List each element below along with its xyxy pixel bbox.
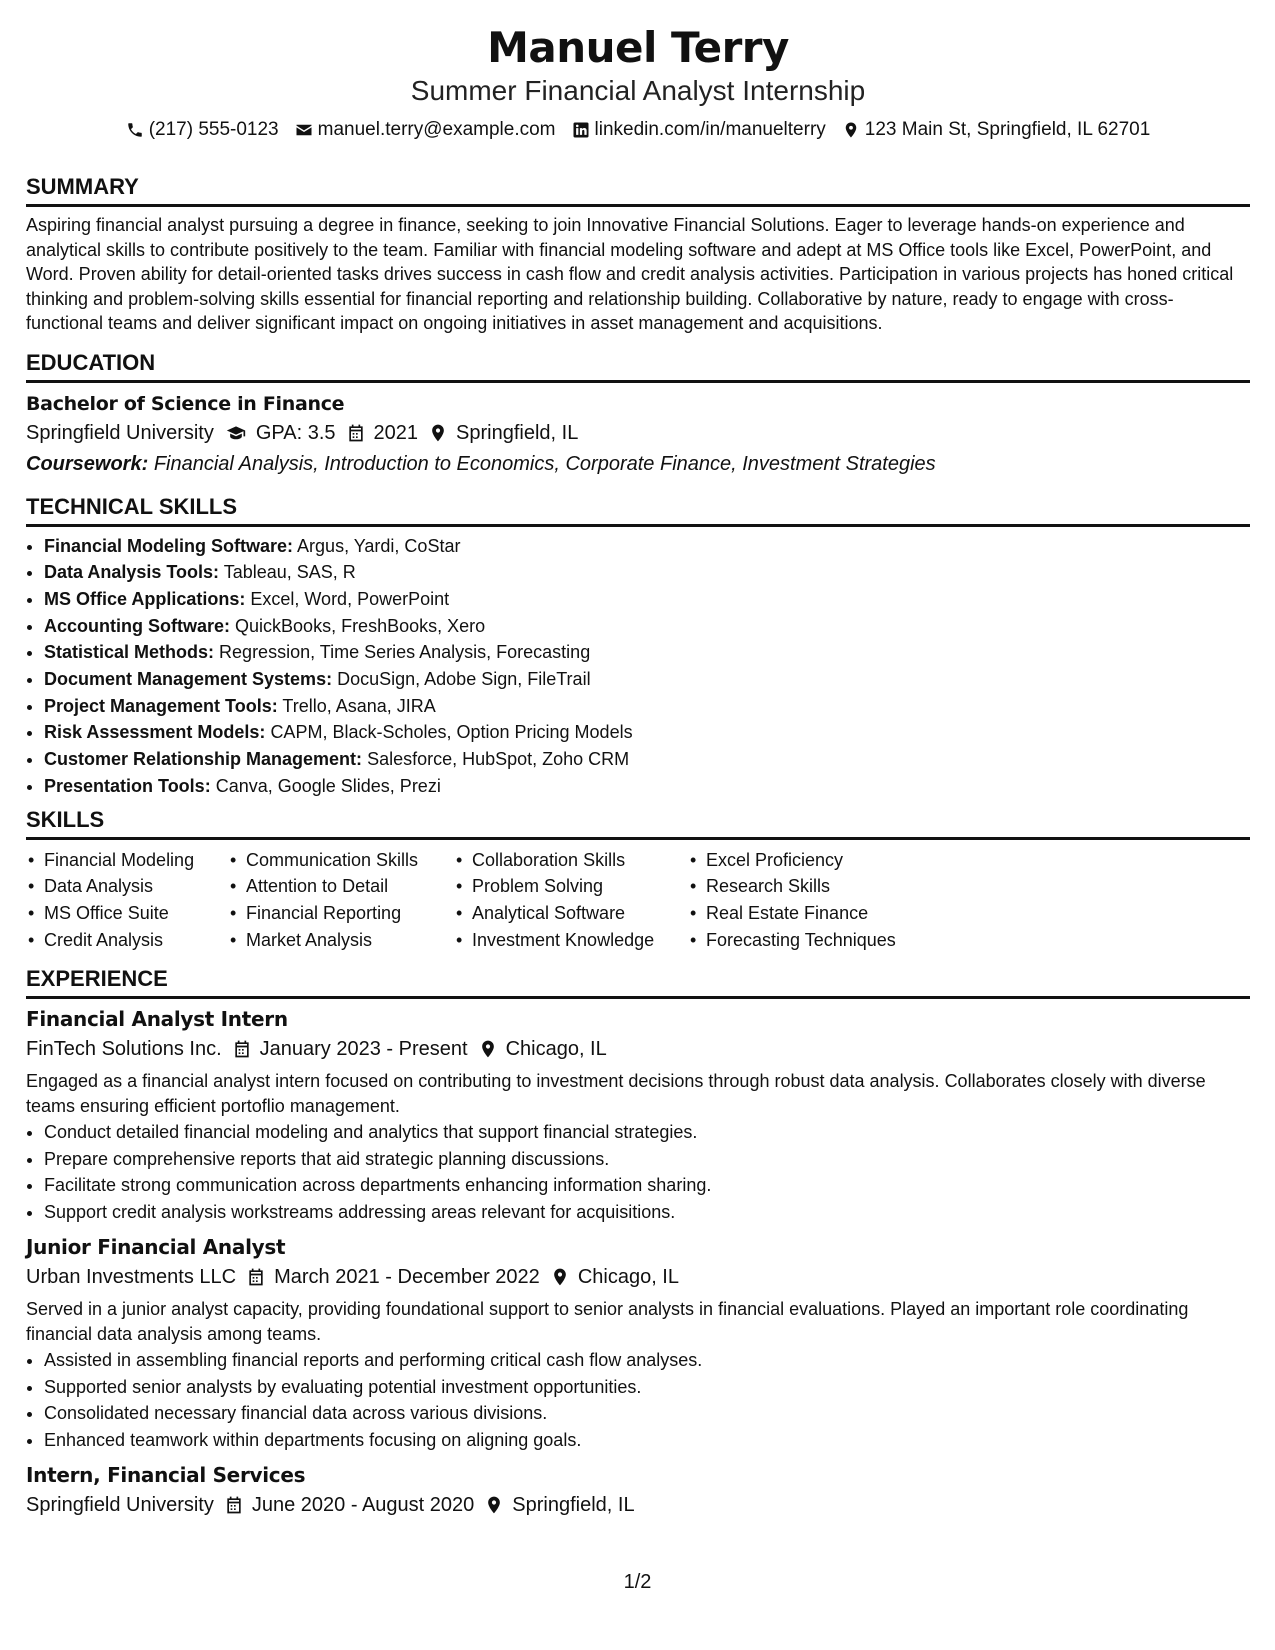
job-entry	[26, 1005, 1250, 1225]
company-name: Urban Investments LLC	[26, 1266, 237, 1289]
coursework-label: Coursework:	[26, 452, 149, 475]
list-item: • Market Analysis	[228, 927, 454, 954]
list-item: • Supported senior analysts by evaluating potential investment opportunities.	[44, 1374, 1250, 1401]
job-title: Intern, Financial Services	[26, 1463, 306, 1488]
list-item	[44, 719, 1250, 746]
skill-category: Document Management Systems:	[44, 669, 333, 690]
skill-values: Trello, Asana, JIRA	[282, 695, 436, 716]
education-meta	[26, 419, 1250, 447]
job-meta	[26, 1035, 1250, 1063]
list-item	[44, 559, 1250, 586]
location-pin-icon	[842, 121, 860, 139]
job-dates	[224, 1491, 474, 1519]
skill-category: Risk Assessment Models:	[44, 722, 266, 743]
skills-column-3	[454, 847, 688, 954]
candidate-name: Manuel Terry	[487, 23, 789, 72]
list-item: • Financial Reporting	[228, 900, 454, 927]
list-item: • Data Analysis	[26, 873, 228, 900]
job-description: Served in a junior analyst capacity, providing foundational support to senior analysts in financial evaluations. Played an important role coordinating financial data analysis among teams.	[26, 1299, 1189, 1344]
coursework-list: Financial Analysis, Introduction to Economics, Corporate Finance, Investment Strategies	[153, 452, 936, 475]
list-item: • Excel Proficiency	[688, 847, 948, 874]
education-year	[346, 419, 419, 447]
skill-values: Argus, Yardi, CoStar	[297, 535, 461, 556]
list-item: • Investment Knowledge	[454, 927, 688, 954]
job-dates	[246, 1263, 540, 1291]
section-heading-skills: SKILLS	[26, 806, 1250, 840]
degree-title: Bachelor of Science in Finance	[26, 392, 345, 415]
skills-column-2	[228, 847, 454, 954]
contact-address	[842, 117, 1151, 143]
skills-column-4	[688, 847, 948, 954]
section-heading-summary: SUMMARY	[26, 173, 1250, 207]
list-item	[44, 613, 1250, 640]
address-text: 123 Main St, Springfield, IL 62701	[864, 119, 1151, 140]
email-icon	[295, 121, 313, 139]
company-name: Springfield University	[26, 1494, 214, 1517]
list-item: • Communication Skills	[228, 847, 454, 874]
calendar-icon	[346, 423, 366, 443]
location-text: Springfield, IL	[512, 1494, 635, 1517]
list-item: • Consolidated necessary financial data across various divisions.	[44, 1400, 1250, 1427]
resume-header	[26, 0, 1250, 143]
location-pin-icon	[428, 423, 448, 443]
location-text: Springfield, IL	[456, 421, 579, 444]
job-title: Financial Analyst Intern	[26, 1007, 288, 1032]
education-gpa	[224, 419, 336, 447]
contact-phone[interactable]	[126, 117, 279, 143]
skill-category: Project Management Tools:	[44, 695, 278, 716]
linkedin-text: linkedin.com/in/manuelterry	[594, 119, 826, 140]
list-item: • Assisted in assembling financial reports and performing critical cash flow analyses.	[44, 1347, 1250, 1374]
location-pin-icon	[550, 1267, 570, 1287]
skills-grid	[26, 847, 1250, 954]
job-dates	[232, 1035, 468, 1063]
location-pin-icon	[484, 1495, 504, 1515]
experience-section	[26, 965, 1250, 1519]
skill-values: CAPM, Black-Scholes, Option Pricing Models	[270, 722, 633, 743]
gpa-text: GPA: 3.5	[255, 421, 336, 444]
graduation-cap-icon	[224, 423, 248, 443]
list-item: • Conduct detailed financial modeling and analytics that support financial strategies.	[44, 1119, 1250, 1146]
calendar-icon	[246, 1267, 266, 1287]
list-item: • Research Skills	[688, 873, 948, 900]
page-number: 1/2	[623, 1571, 652, 1593]
list-item	[44, 666, 1250, 693]
job-bullet-list	[26, 1347, 1250, 1453]
phone-text: (217) 555-0123	[148, 119, 279, 140]
email-text: manuel.terry@example.com	[317, 119, 556, 140]
location-pin-icon	[478, 1039, 498, 1059]
job-location	[478, 1035, 607, 1063]
list-item	[44, 746, 1250, 773]
list-item	[44, 693, 1250, 720]
section-heading-experience: EXPERIENCE	[26, 965, 1250, 999]
contact-email[interactable]	[295, 117, 556, 143]
job-title: Junior Financial Analyst	[26, 1235, 286, 1260]
skill-values: Excel, Word, PowerPoint	[250, 588, 450, 609]
job-meta	[26, 1491, 1250, 1519]
location-text: Chicago, IL	[505, 1038, 607, 1061]
dates-text: March 2021 - December 2022	[274, 1266, 540, 1289]
skill-values: DocuSign, Adobe Sign, FileTrail	[337, 669, 591, 690]
list-item: • Real Estate Finance	[688, 900, 948, 927]
skill-category: Presentation Tools:	[44, 775, 211, 796]
list-item: • MS Office Suite	[26, 900, 228, 927]
dates-text: June 2020 - August 2020	[251, 1494, 475, 1517]
education-section	[26, 349, 1250, 478]
technical-skills-section	[26, 493, 1250, 800]
list-item: • Facilitate strong communication across departments enhancing information sharing.	[44, 1172, 1250, 1199]
job-location	[550, 1263, 679, 1291]
summary-paragraph: Aspiring financial analyst pursuing a degree in finance, seeking to join Innovative Financial Solutions. Eager to leverage hands-on experience and analytical skills to contribute positively to the team. Familiar with financial modeling software and adept at MS Office tools like Excel, PowerPoint, and Word. Proven ability for detail-oriented tasks drives success in cash flow and credit analysis activities. Participation in various projects has honed critical thinking and problem-solving skills essential for financial reporting and relationship building. Collaborative by nature, ready to engage with cross-functional teams and deliver significant impact on ongoing initiatives in asset management and acquisitions.	[26, 215, 1234, 333]
location-text: Chicago, IL	[577, 1266, 679, 1289]
job-entry	[26, 1233, 1250, 1453]
school-name: Springfield University	[26, 421, 214, 444]
phone-icon	[126, 121, 144, 139]
list-item	[44, 773, 1250, 800]
list-item: • Forecasting Techniques	[688, 927, 948, 954]
list-item: • Financial Modeling	[26, 847, 228, 874]
skill-category: Financial Modeling Software:	[44, 535, 294, 556]
education-location	[428, 419, 578, 447]
target-title: Summer Financial Analyst Internship	[410, 75, 866, 106]
section-heading-technical-skills: TECHNICAL SKILLS	[26, 493, 1250, 527]
skills-section	[26, 806, 1250, 954]
skill-values: QuickBooks, FreshBooks, Xero	[235, 615, 486, 636]
skills-column-1	[26, 847, 228, 954]
resume-page	[26, 0, 1250, 1519]
linkedin-icon	[572, 121, 590, 139]
job-meta	[26, 1263, 1250, 1291]
list-item: • Analytical Software	[454, 900, 688, 927]
skill-category: MS Office Applications:	[44, 588, 246, 609]
job-location	[484, 1491, 634, 1519]
job-description: Engaged as a financial analyst intern focused on contributing to investment decisions through robust data analysis. Collaborates closely with diverse teams ensuring efficient portoflio management.	[26, 1071, 1206, 1116]
list-item: • Collaboration Skills	[454, 847, 688, 874]
list-item: • Enhanced teamwork within departments focusing on aligning goals.	[44, 1427, 1250, 1454]
summary-section	[26, 173, 1250, 336]
skill-values: Canva, Google Slides, Prezi	[215, 775, 441, 796]
job-entry	[26, 1461, 1250, 1519]
skill-values: Tableau, SAS, R	[223, 562, 356, 583]
coursework-line	[26, 450, 1250, 478]
job-bullet-list	[26, 1119, 1250, 1225]
technical-skills-list	[26, 533, 1250, 800]
section-heading-education: EDUCATION	[26, 349, 1250, 383]
skill-values: Regression, Time Series Analysis, Forecasting	[219, 642, 591, 663]
skill-category: Data Analysis Tools:	[44, 562, 220, 583]
year-text: 2021	[373, 421, 419, 444]
list-item: • Credit Analysis	[26, 927, 228, 954]
skill-values: Salesforce, HubSpot, Zoho CRM	[367, 749, 630, 770]
calendar-icon	[224, 1495, 244, 1515]
contact-linkedin[interactable]	[572, 117, 826, 143]
skill-category: Customer Relationship Management:	[44, 749, 363, 770]
skill-category: Accounting Software:	[44, 615, 231, 636]
list-item	[44, 586, 1250, 613]
list-item	[44, 533, 1250, 560]
company-name: FinTech Solutions Inc.	[26, 1038, 222, 1061]
dates-text: January 2023 - Present	[259, 1038, 468, 1061]
list-item	[44, 639, 1250, 666]
skill-category: Statistical Methods:	[44, 642, 215, 663]
list-item: • Attention to Detail	[228, 873, 454, 900]
calendar-icon	[232, 1039, 252, 1059]
list-item: • Support credit analysis workstreams addressing areas relevant for acquisitions.	[44, 1199, 1250, 1226]
list-item: • Prepare comprehensive reports that aid strategic planning discussions.	[44, 1146, 1250, 1173]
list-item: • Problem Solving	[454, 873, 688, 900]
contact-line	[26, 117, 1250, 143]
